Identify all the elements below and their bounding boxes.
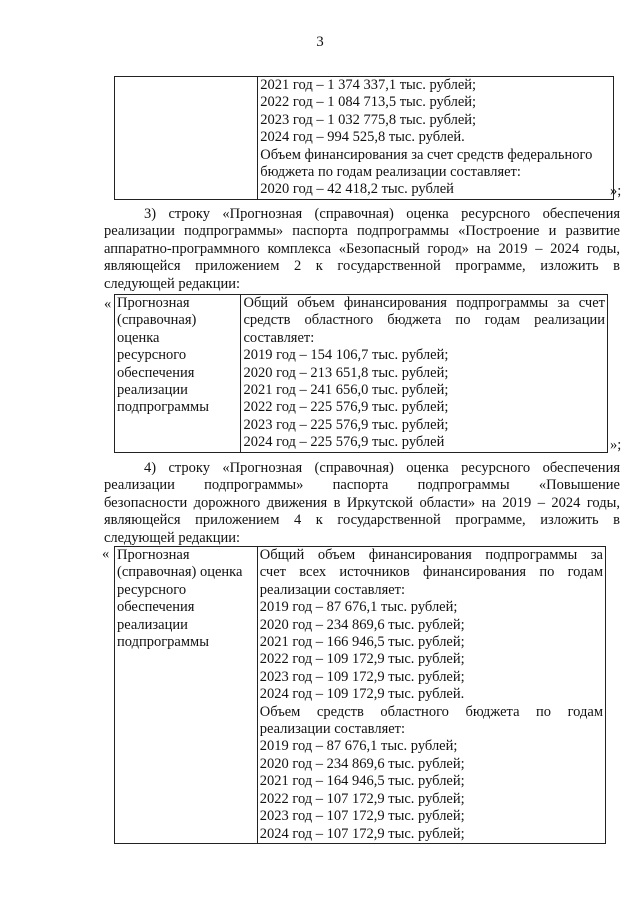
paragraph-item-3 xyxy=(104,206,620,293)
label-cell xyxy=(115,295,241,453)
paragraph-line: 3) строку «Прогнозная (справочная) оценка ресурсного обеспечения xyxy=(144,206,620,222)
content-line: 2023 год – 109 172,9 тыс. рублей; xyxy=(259,668,465,685)
content-line: 2020 год – 42 418,2 тыс. рублей xyxy=(260,181,454,198)
label-line: (справочная) xyxy=(117,312,197,329)
content-line: Общий объем финансирования подпрограммы за xyxy=(259,547,603,563)
paragraph-item-4 xyxy=(104,460,620,547)
opening-quote-mark: « xyxy=(102,546,110,562)
content-line: 2023 год – 1 032 775,8 тыс. рублей; xyxy=(260,111,477,128)
content-line: составляет: xyxy=(243,329,315,346)
closing-quote-mark: »; xyxy=(610,437,622,453)
content-line: 2022 год – 109 172,9 тыс. рублей; xyxy=(259,651,465,668)
content-line: Объем средств областного бюджета по годам xyxy=(259,703,603,720)
content-line: 2021 год – 1 374 337,1 тыс. рублей; xyxy=(260,77,477,93)
label-cell xyxy=(115,547,258,844)
content-line: 2024 год – 994 525,8 тыс. рублей. xyxy=(260,129,465,146)
funding-table-continued xyxy=(114,76,614,200)
content-line: 2024 год – 225 576,9 тыс. рублей xyxy=(243,434,445,451)
paragraph-line: реализации подпрограммы» паспорта подпрограммы «Повышение xyxy=(104,477,620,494)
content-line: 2023 год – 225 576,9 тыс. рублей; xyxy=(243,416,449,433)
paragraph-line: безопасности дорожного движения в Иркутской области» на 2019 – 2024 годы, xyxy=(104,494,620,511)
content-line: 2021 год – 241 656,0 тыс. рублей; xyxy=(243,382,449,399)
opening-quote-mark: « xyxy=(104,296,112,312)
label-line: ресурсного xyxy=(117,347,187,364)
content-line: средств областного бюджета по годам реализации xyxy=(243,312,605,329)
content-line: 2020 год – 213 651,8 тыс. рублей; xyxy=(243,364,449,381)
label-line: (справочная) оценка xyxy=(117,564,243,581)
content-cell xyxy=(258,77,614,200)
label-line: Прогнозная xyxy=(117,547,190,563)
paragraph-line: являющейся приложением 4 к государственной программе, изложить в xyxy=(104,512,620,529)
label-line: оценка xyxy=(117,329,160,346)
content-line: счет всех источников финансирования по годам xyxy=(259,564,603,581)
paragraph-line: являющейся приложением 2 к государственной программе, изложить в xyxy=(104,258,620,275)
label-line: обеспечения xyxy=(117,599,195,616)
label-cell-empty xyxy=(115,77,258,200)
label-line: обеспечения xyxy=(117,364,195,381)
paragraph-line: аппаратно-программного комплекса «Безопасный город» на 2019 – 2024 годы, xyxy=(104,240,620,257)
content-line: Общий объем финансирования подпрограммы за счет xyxy=(243,295,605,311)
label-line: реализации xyxy=(117,616,188,633)
paragraph-line: следующей редакции: xyxy=(104,275,241,292)
funding-table-safe-city xyxy=(114,294,608,453)
paragraph-line: 4) строку «Прогнозная (справочная) оценка ресурсного обеспечения xyxy=(144,460,620,476)
label-line: подпрограммы xyxy=(117,399,209,416)
content-line: 2021 год – 166 946,5 тыс. рублей; xyxy=(259,634,465,651)
label-line: реализации xyxy=(117,382,188,399)
page-number: 3 xyxy=(316,34,324,50)
content-line: 2021 год – 164 946,5 тыс. рублей; xyxy=(259,773,465,790)
content-line: 2023 год – 107 172,9 тыс. рублей; xyxy=(259,808,465,825)
label-line: подпрограммы xyxy=(117,634,209,651)
funding-table-road-safety xyxy=(114,546,606,844)
content-line: 2020 год – 234 869,6 тыс. рублей; xyxy=(259,616,465,633)
label-line: ресурсного xyxy=(117,581,187,598)
content-line: 2019 год – 87 676,1 тыс. рублей; xyxy=(259,738,458,755)
content-line: 2020 год – 234 869,6 тыс. рублей; xyxy=(259,755,465,772)
content-line: 2019 год – 154 106,7 тыс. рублей; xyxy=(243,347,449,364)
closing-quote-mark: »; xyxy=(610,183,622,199)
content-line: 2024 год – 109 172,9 тыс. рублей. xyxy=(259,686,465,703)
content-line: 2019 год – 87 676,1 тыс. рублей; xyxy=(259,599,458,616)
content-line: бюджета по годам реализации составляет: xyxy=(260,164,521,181)
paragraph-line: следующей редакции: xyxy=(104,529,241,546)
content-line: 2022 год – 107 172,9 тыс. рублей; xyxy=(259,790,465,807)
paragraph-line: реализации подпрограммы» паспорта подпрограммы «Построение и развитие xyxy=(104,223,620,240)
content-line: реализации составляет: xyxy=(259,581,406,598)
content-cell xyxy=(241,295,608,453)
label-line: Прогнозная xyxy=(117,295,190,311)
content-line: 2024 год – 107 172,9 тыс. рублей; xyxy=(259,825,465,842)
content-line: 2022 год – 1 084 713,5 тыс. рублей; xyxy=(260,94,477,111)
content-line: реализации составляет: xyxy=(259,721,406,738)
content-line: 2022 год – 225 576,9 тыс. рублей; xyxy=(243,399,449,416)
content-cell xyxy=(257,547,605,844)
content-line: Объем финансирования за счет средств федерального xyxy=(260,146,593,163)
